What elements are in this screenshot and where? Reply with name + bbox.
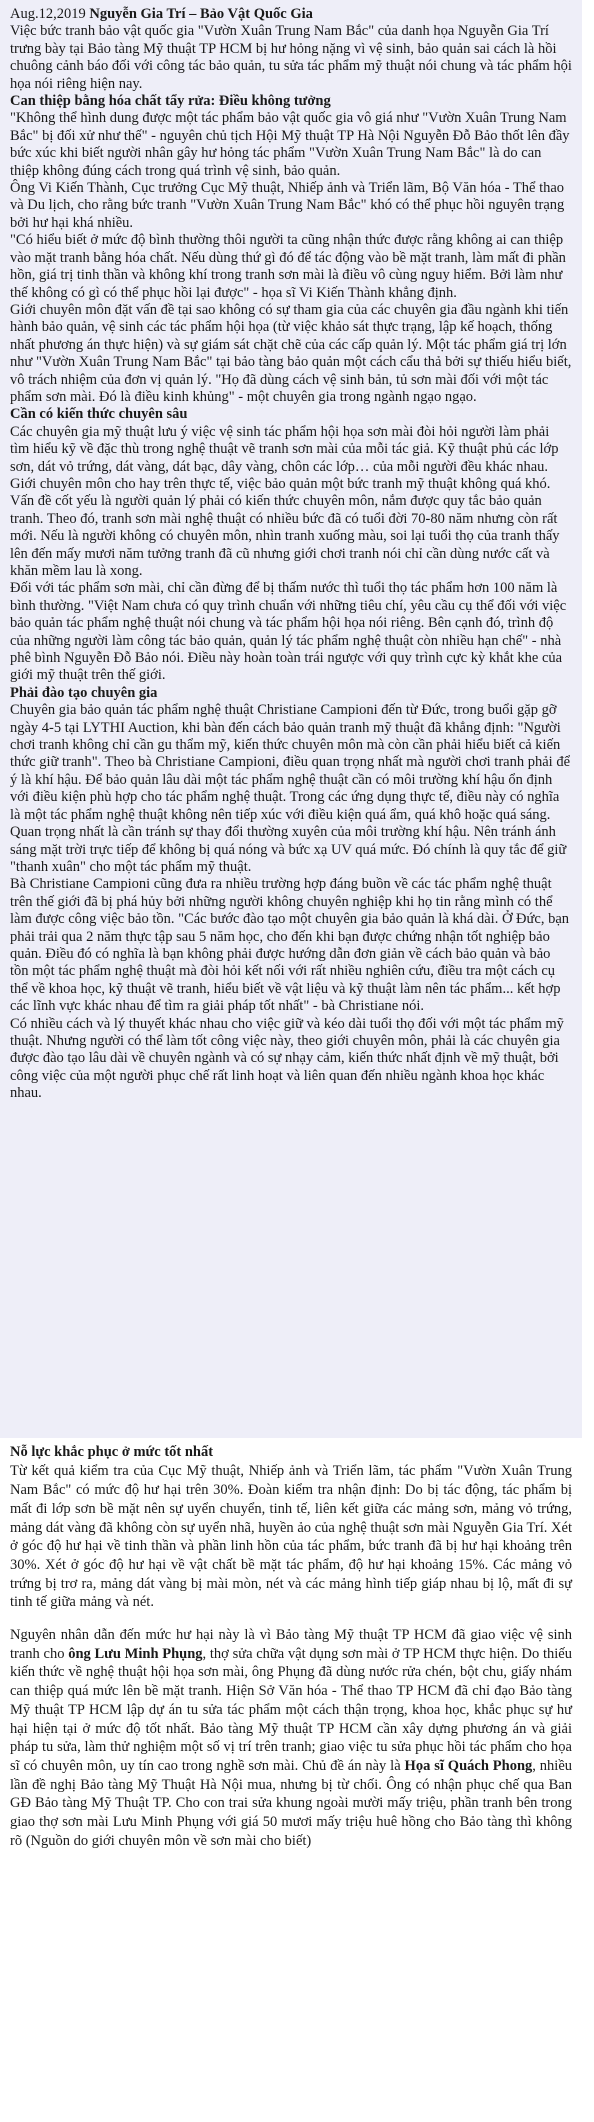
paragraph-6: Giới chuyên môn cho hay trên thực tế, việc bảo quản một bức tranh mỹ thuật không quá khó. Vấn đề cốt yếu là người quản lý phải có kiến thức chuyên môn, nắm được quy tắc bảo quản tranh. Theo đó, tranh sơn mài nghệ thuật có nhiều bức đã có tuổi đời 70-80 năm nhưng còn rất mới. Nếu là người không có chuyên môn, nhìn tranh xuống màu, soi lại tuổi thọ của tranh thấy lên đến mấy mươi năm tưởng tranh đã cũ nhưng giới chơi tranh nói chỉ cần dùng nước cất và khăn mềm lau là xong. [10, 475, 560, 579]
section-heading-4: Nỗ lực khắc phục ở mức tốt nhất [10, 1444, 214, 1460]
paragraph-4: Giới chuyên môn đặt vấn đề tại sao không có sự tham gia của các chuyên gia đầu ngành khi tiến hành bảo quản, vệ sinh các tác phẩm hội họa (từ việc khảo sát thực trạng, lập kế hoạch, thống nhất phương án thực hiện) và sự giám sát chặt chẽ của các cấp quản lý. Một tác phẩm giá trị lớn như "Vườn Xuân Trung Nam Bắc" tại bảo tàng bảo quản một cách cẩu thả bởi sự thiếu hiểu biết, vô trách nhiệm của đơn vị quản lý. "Họ đã dùng cách vệ sinh bản, tủ sơn mài đối với một tác phẩm sơn mài. Đó là điều kinh khủng" - một chuyên gia trong ngành ngạo ngạo. [10, 301, 572, 405]
header-author: Nguyễn Gia Trí – Bảo Vật Quốc Gia [89, 6, 313, 22]
paragraph-5: Các chuyên gia mỹ thuật lưu ý việc vệ sinh tác phẩm hội họa sơn mài đòi hỏi người làm phải tìm hiểu kỹ về đặc thù trong nghệ thuật vẽ tranh sơn mài của mỗi tác giả. Kỹ thuật phủ các lớp sơn, dát vỏ trứng, dát vàng, dát bạc, dây vàng, chôn các lớp… của mỗi người đều khác nhau. [10, 423, 559, 475]
paragraph-7: Đối với tác phẩm sơn mài, chỉ cần đừng để bị thấm nước thì tuổi thọ tác phẩm hơn 100 năm là bình thường. "Việt Nam chưa có quy trình chuẩn với những tiêu chí, yêu cầu cụ thể đối với việc bảo quản tác phẩm nghệ thuật nói chung và tác phẩm hội họa nói riêng. Bên cạnh đó, trình độ của những người làm công tác bảo quản, quản lý tác phẩm nghệ thuật còn nhiều hạn chế" - nhà phê bình Nguyễn Đỗ Bảo nói. Điều này hoàn toàn trái ngược với quy trình cực kỳ khắt khe của giới mỹ thuật trên thế giới. [10, 580, 567, 684]
paragraph-9: Bà Christiane Campioni cũng đưa ra nhiều trường hợp đáng buồn về các tác phẩm nghệ thuật trên thế giới đã bị phá hủy bởi những người không chuyên nghiệp khi họ tin rằng mình có thể làm được công việc bảo tồn. "Các bước đào tạo một chuyên gia bảo quản là khá dài. Ở Đức, bạn phải trải qua 2 năm thực tập sau 5 năm học, cho đến khi bạn được chứng nhận tốt nghiệp bảo quản. Điều đó có nghĩa là bạn không phải được hướng dẫn đơn giản về cách bảo quản và bảo tồn một tác phẩm nghệ thuật mà đòi hỏi kết nối với rất nhiều nghiên cứu, điều tra một cách cụ thể về khoa học, kỹ thuật vẽ tranh, hiểu biết về vật liệu và kỹ thuật làm nên tác phẩm... kết hợp các lĩnh vực khác nhau để tìm ra giải pháp tốt nhất" - bà Christiane nói. [10, 876, 570, 1015]
paragraph-gap [10, 1612, 572, 1626]
person-name-quach-phong: Họa sĩ Quách Phong [404, 1757, 533, 1774]
paragraph-12-part-b: , thợ sửa chữa vật dụng sơn mài ở TP HCM thực hiện. Do thiếu kiến thức về nghệ thuật hội họa sơn mài, ông Phụng đã dùng nước rửa chén, bột chu, giấy nhám can thiệp quá mức lên bề mặt tranh. Hiện Sở Văn hóa - Thể thao TP HCM đã chỉ đạo Bảo tàng Mỹ thuật TP HCM lập dự án tu sửa tác phẩm một cách thận trọng, khoa học, khắc phục sự hư hại hiện tại ở mức độ tốt nhất. Bảo tàng Mỹ thuật TP HCM cần xây dựng phương án và giải pháp tu sửa, làm thử nghiệm một số vị trí trên tranh; giao việc tu sửa phục hồi tác phẩm cho họa sĩ có chuyên môn, uy tín cao trong nghề sơn mài. Chủ đề án này là [10, 1645, 572, 1774]
person-name-luu-minh-phung: ông Lưu Minh Phụng [68, 1645, 203, 1662]
intro-paragraph: Việc bức tranh bảo vật quốc gia "Vườn Xuân Trung Nam Bắc" của danh họa Nguyễn Gia Trí trưng bày tại Bảo tàng Mỹ thuật TP HCM bị hư hỏng nặng vì vệ sinh, bảo quản sai cách là hồi chuông cảnh báo đối với công tác bảo quản, tu sửa tác phẩm mỹ thuật nói chung và tác phẩm hội họa nói riêng hiện nay. [10, 23, 572, 92]
paragraph-10: Có nhiều cách và lý thuyết khác nhau cho việc giữ và kéo dài tuổi thọ đối với một tác phẩm mỹ thuật. Nhưng người có thể làm tốt công việc này, theo giới chuyên môn, phải là các chuyên gia được đào tạo lâu dài về chuyên ngành và có sự nhạy cảm, kiến thức nhất định về mỹ thuật, bởi công việc của một người phục chế rất linh hoạt và liên quan đến nhiều ngành khoa học khác nhau. [10, 1015, 564, 1102]
paragraph-1: "Không thể hình dung được một tác phẩm bảo vật quốc gia vô giá như "Vườn Xuân Trung Nam Bắc" bị đối xử như thế" - nguyên chủ tịch Hội Mỹ thuật TP Hà Nội Nguyễn Đỗ Bảo thốt lên đầy bức xúc khi biết người nhân gây hư hỏng tác phẩm "Vườn Xuân Trung Nam Bắc" là do can thiệp không đúng cách trong quá trình vệ sinh, bảo quản. [10, 110, 570, 179]
paragraph-2: Ông Vi Kiến Thành, Cục trưởng Cục Mỹ thuật, Nhiếp ảnh và Triển lãm, Bộ Văn hóa - Thể thao và Du lịch, cho rằng bức tranh "Vườn Xuân Trung Nam Bắc" khó có thể phục hồi nguyên trạng bởi hư hại khá nhiều. [10, 180, 565, 231]
section-heading-1: Can thiệp bằng hóa chất tẩy rửa: Điều không tưởng [10, 93, 331, 110]
section-heading-3: Phải đào tạo chuyên gia [10, 684, 158, 701]
header-date: Aug.12,2019 [10, 6, 86, 22]
paragraph-12-part-a: Nguyên nhân dẫn đến mức hư hại này là vì Bảo tàng Mỹ thuật TP HCM đã giao việc vệ sinh tranh cho [10, 1627, 572, 1662]
paragraph-12 [10, 1626, 572, 1850]
paragraph-11: Từ kết quả kiểm tra của Cục Mỹ thuật, Nhiếp ảnh và Triển lãm, tác phẩm "Vườn Xuân Trung Nam Bắc" có mức độ hư hại trên 30%. Đoàn kiểm tra nhận định: Do bị tác động, tác phẩm bị mất đi lớp sơn bề mặt nên sự uyển chuyển, tinh tế, liên kết giữa các mảng sơn, mảng vỏ trứng, mảng dát vàng đã không còn sự uyển nhã, huyền ảo của nghệ thuật sơn mài Nguyễn Gia Trí. Xét ở góc độ hư hại về tinh thần và phần linh hồn của tác phẩm, bức tranh đã bị hư hại khoảng trên 30%. Xét ở góc độ hư hại về vật chất bề mặt tác phẩm, độ hư hại khoảng 15%. Các mảng vỏ trứng bị trơ ra, mảng dát vàng bị mài mòn, nét và các mảng hình tiếp giáp nhau bị lộ, mất đi sự tinh tế giữa mảng và nét. [10, 1463, 572, 1611]
paragraph-3: "Có hiểu biết ở mức độ bình thường thôi người ta cũng nhận thức được rằng không ai can thiệp vào mặt tranh bằng hóa chất. Nếu dùng thứ gì đó để tác động vào bề mặt tranh, làm mất đi phần hồn, giá trị tinh thần và không khí trong tranh sơn mài là điều vô cùng nguy hiểm. Bởi làm như thế không có gì có thể phục hồi lại được" - họa sĩ Vi Kiến Thành khẳng định. [10, 232, 566, 301]
article-lower-section [0, 1438, 582, 2122]
paragraph-12-part-c: , nhiều lần đề nghị Bảo tàng Mỹ Thuật Hà Nội mua, nhưng bị từ chối. Ông có nhận phục chế qua Ban GĐ Bảo tàng Mỹ Thuật TP. Cho con trai sửa khung ngoài mười mấy triệu, phần tranh bên trong giao thợ sơn mài Lưu Minh Phụng với giá 50 mươi mấy triệu huê hồng cho Bảo tàng thì không rõ (Nguồn do giới chuyên môn về sơn mài cho biết) [10, 1757, 572, 1849]
article-header [10, 6, 572, 23]
paragraph-8: Chuyên gia bảo quản tác phẩm nghệ thuật Christiane Campioni đến từ Đức, trong buổi gặp gỡ ngày 4-5 tại LYTHI Auction, khi bàn đến cách bảo quản tranh mỹ thuật đã khẳng định: "Người chơi tranh không chỉ cần gu thẩm mỹ, kiến thức chuyên môn mà còn cần phải hiểu biết cả kiến thức giữ tranh". Theo bà Christiane Campioni, điều quan trọng nhất mà người chơi tranh phải để ý là khí hậu. Để bảo quản lâu dài một tác phẩm nghệ thuật cần có môi trường khí hậu ổn định với điều kiện phù hợp cho tác phẩm nghệ thuật. Trong các ứng dụng thực tế, điều này có nghĩa là một tác phẩm nghệ thuật không nên tiếp xúc với điều kiện quá ẩm, quá khô hoặc quá sáng. Quan trọng nhất là cần tránh sự thay đổi thường xuyên của môi trường khí hậu. Nên tránh ánh sáng mặt trời trực tiếp để không bị quá nóng và bức xạ UV quá mức. Đó chính là quy tắc để giữ "thanh xuân" cho một tác phẩm mỹ thuật. [10, 702, 570, 875]
section-heading-2: Cần có kiến thức chuyên sâu [10, 406, 188, 423]
